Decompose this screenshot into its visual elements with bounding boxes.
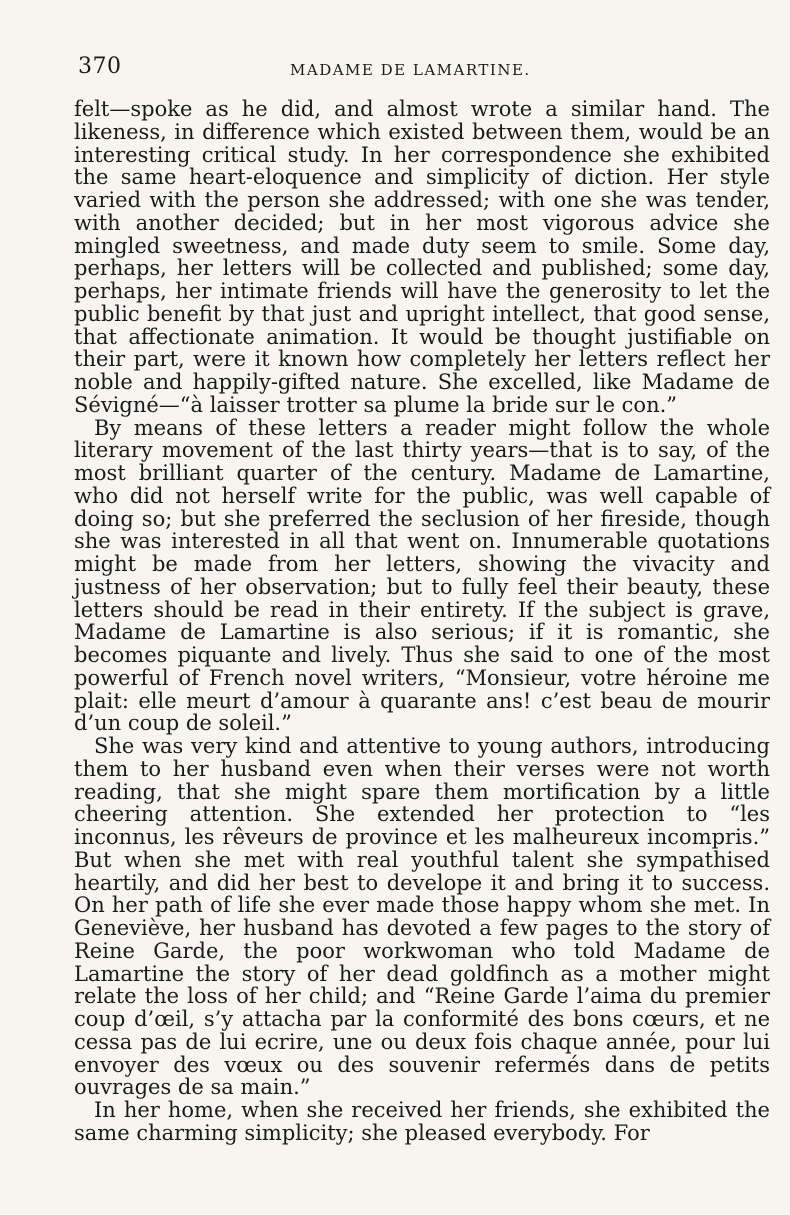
paragraph: felt—spoke as he did, and almost wrote a similar hand. The likeness, in difference which existed between them, would be an interesting critical study. In her correspondence she exhibited the same heart-eloquence and simplicity of diction. Her style varied with the person she addressed; with one she was tender, with another decided; but in her most vigorous advice she mingled sweetness, and made duty seem to smile. Some day, perhaps, her letters will be collected and published; some day, perhaps, her intimate friends will have the generosity to let the public benefit by that just and upright intellect, that good sense, that affectionate animation. It would be thought justifiable on their part, were it known how completely her letters reflect her noble and happily-gifted nature. She excelled, like Madame de Sévigné—“à laisser trotter sa plume la bride sur le con.” xyxy=(74,97,770,417)
paragraph: She was very kind and attentive to young authors, introducing them to her husband even when their verses were not worth reading, that she might spare them mortification by a little cheering attention. She extended her protection to “les inconnus, les rêveurs de province et les malheureux incompris.” But when she met with real youthful talent she sympathised heartily, and did her best to develope it and bring it to success. On her path of life she ever made those happy whom she met. In Geneviève, her husband has devoted a few pages to the story of Reine Garde, the poor workwoman who told Madame de Lamartine the story of her dead goldfinch as a mother might relate the loss of her child; and “Reine Garde l’aima du premier coup d’œil, s’y attacha par la conformité des bons cœurs, et ne cessa pas de lui ecrire, une ou deux fois chaque année, pour lui envoyer des vœux ou des souvenir refermés dans de petits ouvrages de sa main.” xyxy=(74,734,770,1100)
paragraph: In her home, when she received her friends, she exhibited the same charming simplicity; she pleased everybody. For xyxy=(74,1098,770,1145)
paragraph: By means of these letters a reader might follow the whole literary movement of the last thirty years—that is to say, of the most brilliant quarter of the century. Madame de Lamartine, who did not herself write for the public, was well capable of doing so; but she preferred the seclusion of her fireside, though she was interested in all that went on. Innumerable quotations might be made from her letters, showing the vivacity and justness of her observation; but to fully feel their beauty, these letters should be read in their entirety. If the subject is grave, Madame de Lamartine is also serious; if it is romantic, she becomes piquante and lively. Thus she said to one of the most powerful of French novel writers, “Monsieur, votre héroine me plait: elle meurt d’amour à quarante ans! c’est beau de mourir d’un coup de soleil.” xyxy=(74,415,770,736)
body-text xyxy=(74,98,770,1145)
running-title: MADAME DE LAMARTINE. xyxy=(290,61,531,79)
page-number: 370 xyxy=(78,54,122,79)
page-header xyxy=(78,54,758,84)
